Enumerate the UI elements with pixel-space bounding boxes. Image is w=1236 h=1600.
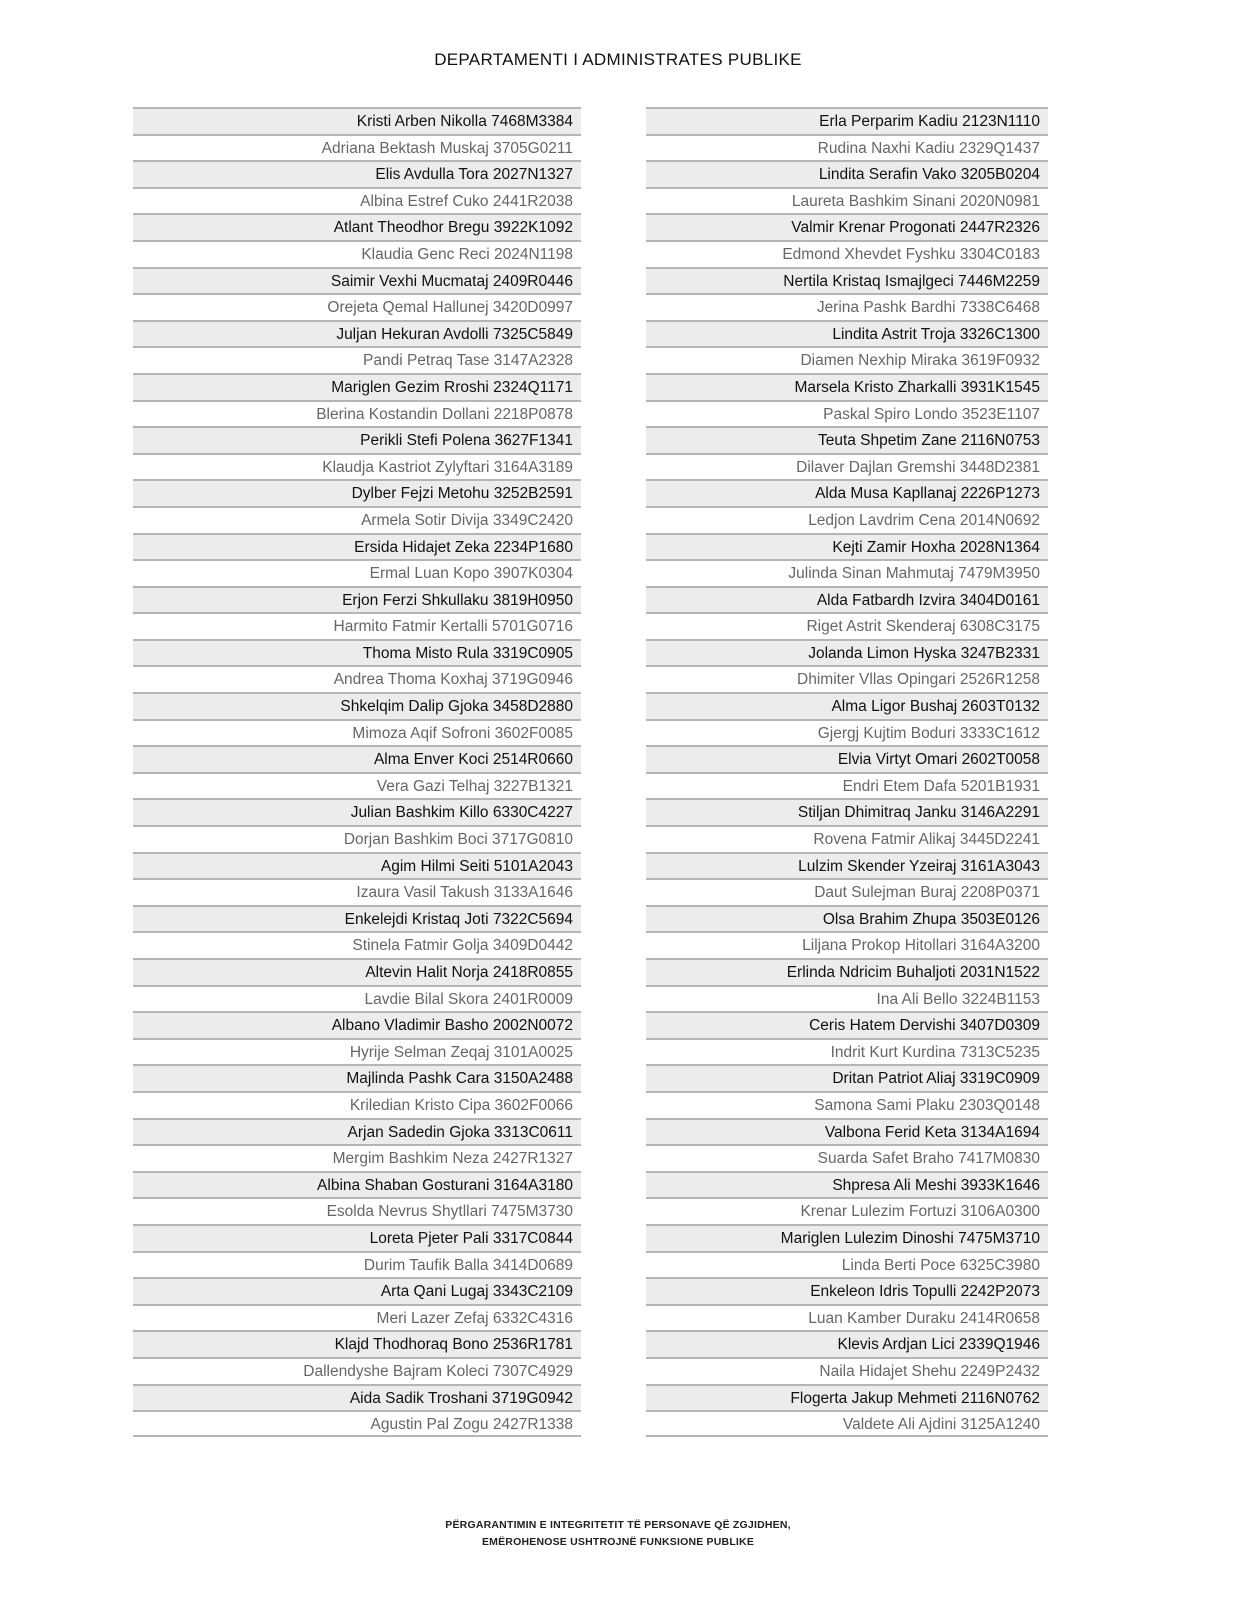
list-item: Valmir Krenar Progonati 2447R2326 [646,213,1048,240]
list-item: Harmito Fatmir Kertalli 5701G0716 [133,612,581,639]
list-item: Teuta Shpetim Zane 2116N0753 [646,426,1048,453]
list-item: Albano Vladimir Basho 2002N0072 [133,1011,581,1038]
list-item: Indrit Kurt Kurdina 7313C5235 [646,1038,1048,1065]
list-item: Jerina Pashk Bardhi 7338C6468 [646,293,1048,320]
list-item: Erjon Ferzi Shkullaku 3819H0950 [133,586,581,613]
list-item: Alma Enver Koci 2514R0660 [133,745,581,772]
list-item: Klajd Thodhoraq Bono 2536R1781 [133,1330,581,1357]
list-item: Suarda Safet Braho 7417M0830 [646,1144,1048,1171]
list-item: Lindita Astrit Troja 3326C1300 [646,320,1048,347]
list-item: Gjergj Kujtim Boduri 3333C1612 [646,719,1048,746]
list-item: Klaudja Kastriot Zylyftari 3164A3189 [133,453,581,480]
list-item: Ina Ali Bello 3224B1153 [646,985,1048,1012]
list-item: Erlinda Ndricim Buhaljoti 2031N1522 [646,958,1048,985]
list-item: Saimir Vexhi Mucmataj 2409R0446 [133,267,581,294]
list-item: Luan Kamber Duraku 2414R0658 [646,1304,1048,1331]
left-name-column [133,107,581,1437]
list-item: Kristi Arben Nikolla 7468M3384 [133,107,581,134]
list-item: Lulzim Skender Yzeiraj 3161A3043 [646,852,1048,879]
list-item: Rovena Fatmir Alikaj 3445D2241 [646,825,1048,852]
list-item: Dylber Fejzi Metohu 3252B2591 [133,479,581,506]
footer-line-1: PËRGARANTIMIN E INTEGRITETIT TË PERSONAVE QË ZGJIDHEN, [445,1519,791,1531]
list-item: Blerina Kostandin Dollani 2218P0878 [133,400,581,427]
list-item: Nertila Kristaq Ismajlgeci 7446M2259 [646,267,1048,294]
list-item: Ceris Hatem Dervishi 3407D0309 [646,1011,1048,1038]
list-item: Meri Lazer Zefaj 6332C4316 [133,1304,581,1331]
list-item: Kejti Zamir Hoxha 2028N1364 [646,533,1048,560]
list-item: Arta Qani Lugaj 3343C2109 [133,1277,581,1304]
list-item: Endri Etem Dafa 5201B1931 [646,772,1048,799]
list-item: Paskal Spiro Londo 3523E1107 [646,400,1048,427]
list-item: Shkelqim Dalip Gjoka 3458D2880 [133,692,581,719]
list-item: Alda Fatbardh Izvira 3404D0161 [646,586,1048,613]
list-item: Andrea Thoma Koxhaj 3719G0946 [133,665,581,692]
list-item: Klevis Ardjan Lici 2339Q1946 [646,1330,1048,1357]
list-item: Riget Astrit Skenderaj 6308C3175 [646,612,1048,639]
list-item: Enkelejdi Kristaq Joti 7322C5694 [133,905,581,932]
list-item: Klaudia Genc Reci 2024N1198 [133,240,581,267]
list-item: Perikli Stefi Polena 3627F1341 [133,426,581,453]
list-item: Esolda Nevrus Shytllari 7475M3730 [133,1197,581,1224]
list-item: Marsela Kristo Zharkalli 3931K1545 [646,373,1048,400]
list-item: Pandi Petraq Tase 3147A2328 [133,346,581,373]
list-item: Hyrije Selman Zeqaj 3101A0025 [133,1038,581,1065]
list-item: Armela Sotir Divija 3349C2420 [133,506,581,533]
list-item: Izaura Vasil Takush 3133A1646 [133,878,581,905]
list-item: Stinela Fatmir Golja 3409D0442 [133,931,581,958]
list-item: Julian Bashkim Killo 6330C4227 [133,798,581,825]
list-item: Olsa Brahim Zhupa 3503E0126 [646,905,1048,932]
list-item: Dritan Patriot Aliaj 3319C0909 [646,1064,1048,1091]
list-item: Stiljan Dhimitraq Janku 3146A2291 [646,798,1048,825]
list-item: Thoma Misto Rula 3319C0905 [133,639,581,666]
list-item: Flogerta Jakup Mehmeti 2116N0762 [646,1384,1048,1411]
list-item: Lavdie Bilal Skora 2401R0009 [133,985,581,1012]
list-item: Mariglen Lulezim Dinoshi 7475M3710 [646,1224,1048,1251]
list-item: Krenar Lulezim Fortuzi 3106A0300 [646,1197,1048,1224]
list-item: Alma Ligor Bushaj 2603T0132 [646,692,1048,719]
list-item: Altevin Halit Norja 2418R0855 [133,958,581,985]
list-item: Julinda Sinan Mahmutaj 7479M3950 [646,559,1048,586]
footer-line-2: EMËROHENOSE USHTROJNË FUNKSIONE PUBLIKE [481,1536,755,1548]
list-item: Atlant Theodhor Bregu 3922K1092 [133,213,581,240]
list-item: Ledjon Lavdrim Cena 2014N0692 [646,506,1048,533]
list-item: Ermal Luan Kopo 3907K0304 [133,559,581,586]
page-title: DEPARTAMENTI I ADMINISTRATES PUBLIKE [434,50,802,69]
list-item: Shpresa Ali Meshi 3933K1646 [646,1171,1048,1198]
list-item: Dilaver Dajlan Gremshi 3448D2381 [646,453,1048,480]
list-item: Mimoza Aqif Sofroni 3602F0085 [133,719,581,746]
list-item: Jolanda Limon Hyska 3247B2331 [646,639,1048,666]
list-item: Kriledian Kristo Cipa 3602F0066 [133,1091,581,1118]
list-item: Dhimiter Vllas Opingari 2526R1258 [646,665,1048,692]
list-item: Enkeleon Idris Topulli 2242P2073 [646,1277,1048,1304]
list-item: Adriana Bektash Muskaj 3705G0211 [133,134,581,161]
list-item: Dallendyshe Bajram Koleci 7307C4929 [133,1357,581,1384]
list-item: Samona Sami Plaku 2303Q0148 [646,1091,1048,1118]
list-item: Orejeta Qemal Hallunej 3420D0997 [133,293,581,320]
list-item: Dorjan Bashkim Boci 3717G0810 [133,825,581,852]
list-item: Diamen Nexhip Miraka 3619F0932 [646,346,1048,373]
list-item: Elis Avdulla Tora 2027N1327 [133,160,581,187]
list-item: Arjan Sadedin Gjoka 3313C0611 [133,1118,581,1145]
list-item: Majlinda Pashk Cara 3150A2488 [133,1064,581,1091]
list-item: Vera Gazi Telhaj 3227B1321 [133,772,581,799]
list-item: Elvia Virtyt Omari 2602T0058 [646,745,1048,772]
footer [0,1517,1236,1551]
list-item: Liljana Prokop Hitollari 3164A3200 [646,931,1048,958]
list-item: Lindita Serafin Vako 3205B0204 [646,160,1048,187]
list-item: Alda Musa Kapllanaj 2226P1273 [646,479,1048,506]
list-item: Albina Shaban Gosturani 3164A3180 [133,1171,581,1198]
list-item: Albina Estref Cuko 2441R2038 [133,187,581,214]
list-item: Agim Hilmi Seiti 5101A2043 [133,852,581,879]
list-item: Laureta Bashkim Sinani 2020N0981 [646,187,1048,214]
list-item: Valdete Ali Ajdini 3125A1240 [646,1410,1048,1437]
list-item: Linda Berti Poce 6325C3980 [646,1251,1048,1278]
list-item: Loreta Pjeter Pali 3317C0844 [133,1224,581,1251]
list-item: Valbona Ferid Keta 3134A1694 [646,1118,1048,1145]
list-item: Aida Sadik Troshani 3719G0942 [133,1384,581,1411]
list-item: Mariglen Gezim Rroshi 2324Q1171 [133,373,581,400]
list-item: Ersida Hidajet Zeka 2234P1680 [133,533,581,560]
list-item: Rudina Naxhi Kadiu 2329Q1437 [646,134,1048,161]
list-item: Juljan Hekuran Avdolli 7325C5849 [133,320,581,347]
list-item: Daut Sulejman Buraj 2208P0371 [646,878,1048,905]
list-item: Mergim Bashkim Neza 2427R1327 [133,1144,581,1171]
list-item: Edmond Xhevdet Fyshku 3304C0183 [646,240,1048,267]
list-item: Agustin Pal Zogu 2427R1338 [133,1410,581,1437]
right-name-column [646,107,1048,1437]
list-item: Naila Hidajet Shehu 2249P2432 [646,1357,1048,1384]
list-item: Erla Perparim Kadiu 2123N1110 [646,107,1048,134]
list-item: Durim Taufik Balla 3414D0689 [133,1251,581,1278]
